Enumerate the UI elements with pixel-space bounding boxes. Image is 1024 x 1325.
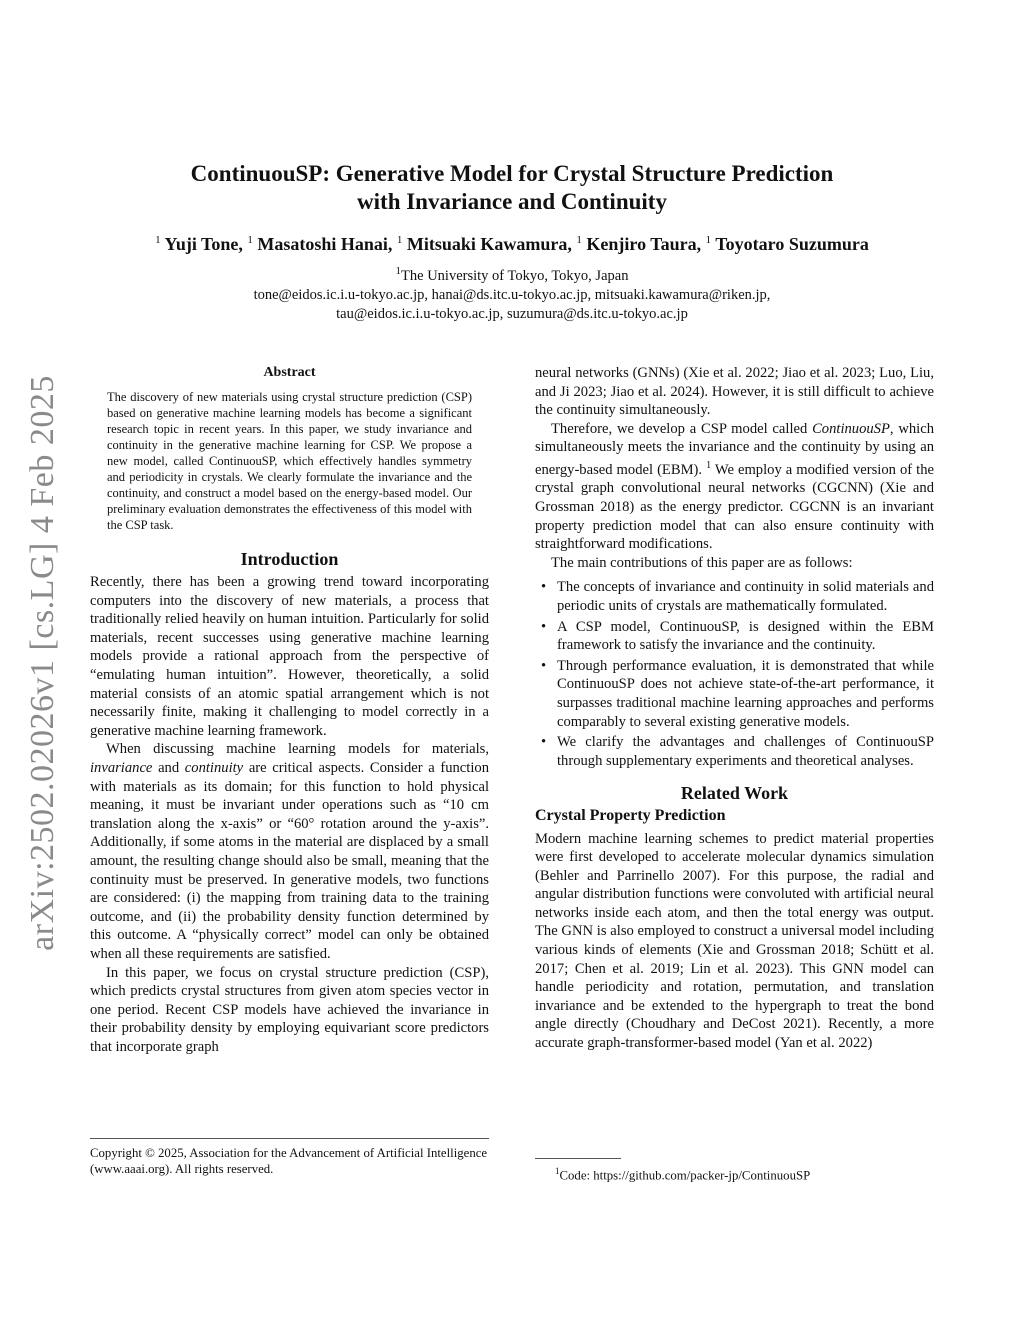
text-run: When discussing machine learning models for materials, bbox=[106, 741, 489, 758]
affiliation-mark: 1 bbox=[395, 265, 402, 277]
copyright-notice: Copyright © 2025, Association for the Advancement of Artificial Intelligence (www.aaai.org). All rights reserved. bbox=[90, 1138, 489, 1177]
author bbox=[706, 234, 869, 254]
related-work-heading: Related Work bbox=[680, 783, 789, 804]
affiliation-block bbox=[100, 262, 924, 324]
author-mark: 1 bbox=[396, 234, 403, 246]
author bbox=[576, 234, 696, 254]
author-name: Toyotaro Suzumura bbox=[715, 234, 869, 254]
list-item: • Through performance evaluation, it is demonstrated that while ContinuouSP does not achieve state-of-the-art performance, it surpasses traditional machine learning approaches and performs comparably to several existing generative models. bbox=[557, 657, 934, 731]
footnote-mark: 1 bbox=[555, 1166, 560, 1176]
introduction-heading: Introduction bbox=[240, 549, 339, 570]
arxiv-stamp-text: arXiv:2502.02026v1 [cs.LG] 4 Feb 2025 bbox=[24, 374, 61, 951]
emphasis-invariance: invariance bbox=[90, 759, 153, 776]
title-line-2: with Invariance and Continuity bbox=[357, 189, 667, 214]
author-name: Yuji Tone bbox=[164, 234, 239, 254]
author-mark: 1 bbox=[247, 234, 253, 246]
list-item: • We clarify the advantages and challenges of ContinuouSP through supplementary experiments and theoretical analyses. bbox=[557, 733, 934, 770]
author bbox=[397, 234, 568, 254]
intro-paragraph-6: The main contributions of this paper are as follows: bbox=[551, 554, 853, 571]
author-list: $^1$ Yuji Tone, $^1$ Masatoshi Hanai, $^1$ Mitsuaki Kawamura, $^1$ Kenjiro Taura, $^1$ Toyotaro Suzumura bbox=[155, 234, 869, 254]
intro-paragraph-5 bbox=[535, 420, 934, 554]
affiliation bbox=[100, 262, 924, 286]
author-emails-line-1: tone@eidos.ic.i.u-tokyo.ac.jp, hanai@ds.itc.u-tokyo.ac.jp, mitsuaki.kawamura@riken.jp, bbox=[253, 286, 771, 303]
author-name: Kenjiro Taura bbox=[586, 234, 697, 254]
abstract-text: The discovery of new materials using crystal structure prediction (CSP) based on generative machine learning models has become a significant research topic in recent years. In this paper, we study invariance and continuity in the generative machine learning for CSP. We propose a new model, called ContinuouSP, which effectively handles symmetry and periodicity in crystals. We clearly formulate the invariance and the continuity, and construct a model based on the energy-based model. Our preliminary evaluation demonstrates the effectiveness of this model with the CSP task. bbox=[107, 389, 472, 533]
related-work-paragraph-1: Modern machine learning schemes to predict material properties were first developed to accelerate molecular dynamics simulation (Behler and Parrinello 2007). For this purpose, the radial and angular distribution functions were convoluted with artificial neural networks inside each atom, and then the total energy was output. The GNN is also employed to construct a universal model including various kinds of elements (Xie and Grossman 2018; Schütt et al. 2017; Chen et al. 2019; Lin et al. 2023). This GNN model can handle periodicity and rotation, permutation, and translation invariance and be extended to the hypergraph to treat the bond angle directly (Choudhary and DeCost 2021). Recently, a more accurate graph-transformer-based model (Yan et al. 2022) bbox=[535, 830, 934, 1052]
arxiv-stamp bbox=[14, 365, 72, 960]
author-name: Mitsuaki Kawamura bbox=[406, 234, 568, 254]
emphasis-model-name: ContinuouSP bbox=[812, 420, 890, 437]
footnote-ref[interactable]: 1 bbox=[706, 459, 712, 471]
author-mark: 1 bbox=[576, 234, 582, 246]
text-run: are critical aspects. Consider a function with materials as its domain; for this function to hold physical meaning, it must be invariant under operations such as “10 cm translation along the x-axis” or “60° rotation around the y-axis”. Additionally, if some atoms in the material are displaced by a small amount, the resulting change should also be small, meaning that the continuity must be preserved. In generative models, two functions are considered: (i) the mapping from training data to the training outcome, and (ii) the probability density function determined by this outcome. A “physically correct” model can only be obtained when all these requirements are satisfied. bbox=[90, 759, 489, 962]
footnote-rule bbox=[535, 1158, 621, 1159]
intro-paragraph-3: In this paper, we focus on crystal structure prediction (CSP), which predicts crystal structures from given atom species vector in one period. Recent CSP models have achieved the invariance in their probability density by employing equivariant score predictors that incorporate graph bbox=[90, 964, 489, 1055]
crystal-property-prediction-heading: Crystal Property Prediction bbox=[535, 806, 726, 824]
intro-paragraph-4: neural networks (GNNs) (Xie et al. 2022; Jiao et al. 2023; Luo, Liu, and Ji 2023; Jiao et al. 2024). However, it is still difficult to achieve the continuity simultaneously. bbox=[535, 365, 934, 419]
list-item: • A CSP model, ContinuouSP, is designed within the EBM framework to satisfy the invariance and the continuity. bbox=[557, 618, 934, 655]
paper-title bbox=[100, 160, 924, 216]
intro-paragraph-2 bbox=[90, 740, 489, 963]
right-column bbox=[535, 364, 934, 1053]
text-run: , which simultaneously meets the invariance and the continuity by using an energy-based model (EBM). bbox=[535, 420, 934, 478]
text-run: Therefore, we develop a CSP model called bbox=[551, 420, 813, 437]
author-mark: 1 bbox=[705, 234, 712, 246]
intro-paragraph-1: Recently, there has been a growing trend toward incorporating computers into the discovery of new materials, a process that traditionally relied heavily on human intuition. Particularly for solid materials, recent successes using generative machine learning models provide a rational approach from the perspective of “emulating human intuition”. However, theoretically, a solid material consists of an atomic spatial arrangement which is not necessarily finite, making it challenging to model correctly in a generative machine learning framework. bbox=[90, 574, 489, 739]
contributions-list bbox=[535, 578, 934, 770]
author-name: Masatoshi Hanai bbox=[257, 234, 388, 254]
affiliation-text: The University of Tokyo, Tokyo, Japan bbox=[401, 267, 629, 284]
text-run: We employ a modified version of the crystal graph convolutional neural networks (CGCNN) (Xie and Grossman 2018) as the energy predictor. CGCNN is an invariant property prediction model that can also ensure continuity with straightforward modifications. bbox=[535, 461, 934, 553]
emphasis-continuity: continuity bbox=[184, 759, 244, 776]
footnote-code-link[interactable]: Code: https://github.com/packer-jp/ContinuouSP bbox=[559, 1168, 811, 1183]
footnote bbox=[535, 1158, 934, 1183]
footnote-text bbox=[535, 1163, 934, 1183]
author-emails-line-2: tau@eidos.ic.i.u-tokyo.ac.jp, suzumura@ds.itc.u-tokyo.ac.jp bbox=[336, 305, 688, 322]
text-run: and bbox=[152, 759, 185, 776]
left-column bbox=[90, 364, 489, 1056]
author bbox=[155, 234, 238, 254]
author-mark: 1 bbox=[155, 234, 161, 246]
list-item: • The concepts of invariance and continuity in solid materials and periodic units of crystals are mathematically formulated. bbox=[557, 578, 934, 615]
author bbox=[247, 234, 388, 254]
title-line-1: ContinuouSP: Generative Model for Crystal Structure Prediction bbox=[190, 161, 834, 186]
abstract-heading: Abstract bbox=[263, 365, 316, 380]
